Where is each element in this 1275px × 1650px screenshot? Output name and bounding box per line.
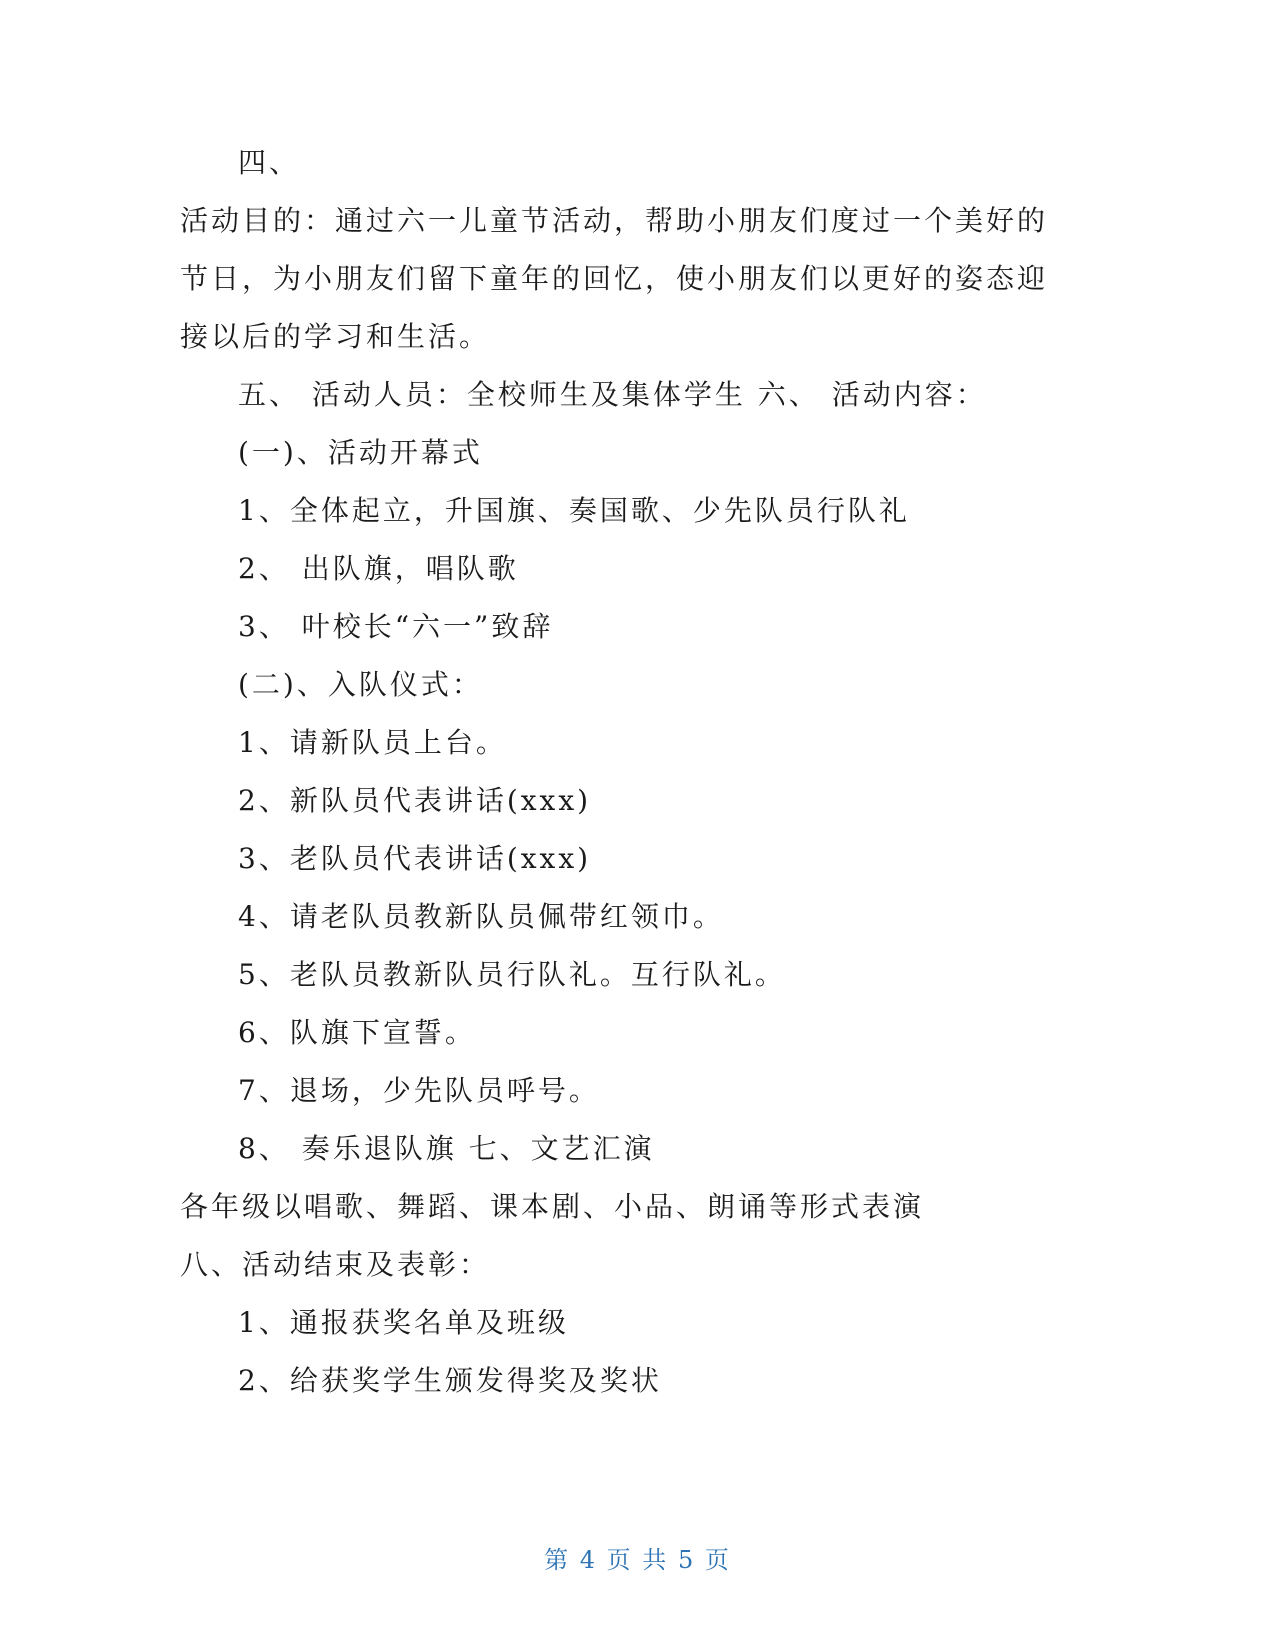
- list-item: 1、请新队员上台。: [238, 726, 507, 759]
- body-line: 接以后的学习和生活。: [180, 320, 491, 353]
- list-item: 2、新队员代表讲话(xxx): [238, 784, 592, 817]
- list-item: 4、请老队员教新队员佩带红领巾。: [238, 900, 724, 933]
- section-heading-4: 四、: [238, 146, 301, 179]
- list-item: 5、老队员教新队员行队礼。互行队礼。: [238, 958, 786, 991]
- list-item: 7、退场，少先队员呼号。: [238, 1074, 600, 1107]
- body-line: 各年级以唱歌、舞蹈、课本剧、小品、朗诵等形式表演: [180, 1190, 925, 1223]
- page-number-footer: 第 4 页 共 5 页: [544, 1546, 731, 1574]
- subsection-heading-2: (二)、入队仪式：: [238, 668, 483, 701]
- list-item: 2、 出队旗，唱队歌: [238, 552, 519, 585]
- list-item: 2、给获奖学生颁发得奖及奖状: [238, 1364, 662, 1397]
- list-item: 6、队旗下宣誓。: [238, 1016, 476, 1049]
- list-item: 3、 叶校长“六一”致辞: [238, 610, 554, 643]
- body-line: 节日，为小朋友们留下童年的回忆，使小朋友们以更好的姿态迎: [180, 262, 1049, 295]
- subsection-heading-1: (一)、活动开幕式: [238, 436, 483, 469]
- section-heading-8: 八、活动结束及表彰：: [180, 1248, 491, 1281]
- list-item: 3、老队员代表讲话(xxx): [238, 842, 592, 875]
- body-line: 活动目的：通过六一儿童节活动，帮助小朋友们度过一个美好的: [180, 204, 1049, 237]
- section-heading-5-6: 五、 活动人员：全校师生及集体学生 六、 活动内容：: [238, 378, 987, 411]
- list-item: 8、 奏乐退队旗 七、文艺汇演: [238, 1132, 655, 1165]
- list-item: 1、通报获奖名单及班级: [238, 1306, 569, 1339]
- list-item: 1、全体起立，升国旗、奏国歌、少先队员行队礼: [238, 494, 910, 527]
